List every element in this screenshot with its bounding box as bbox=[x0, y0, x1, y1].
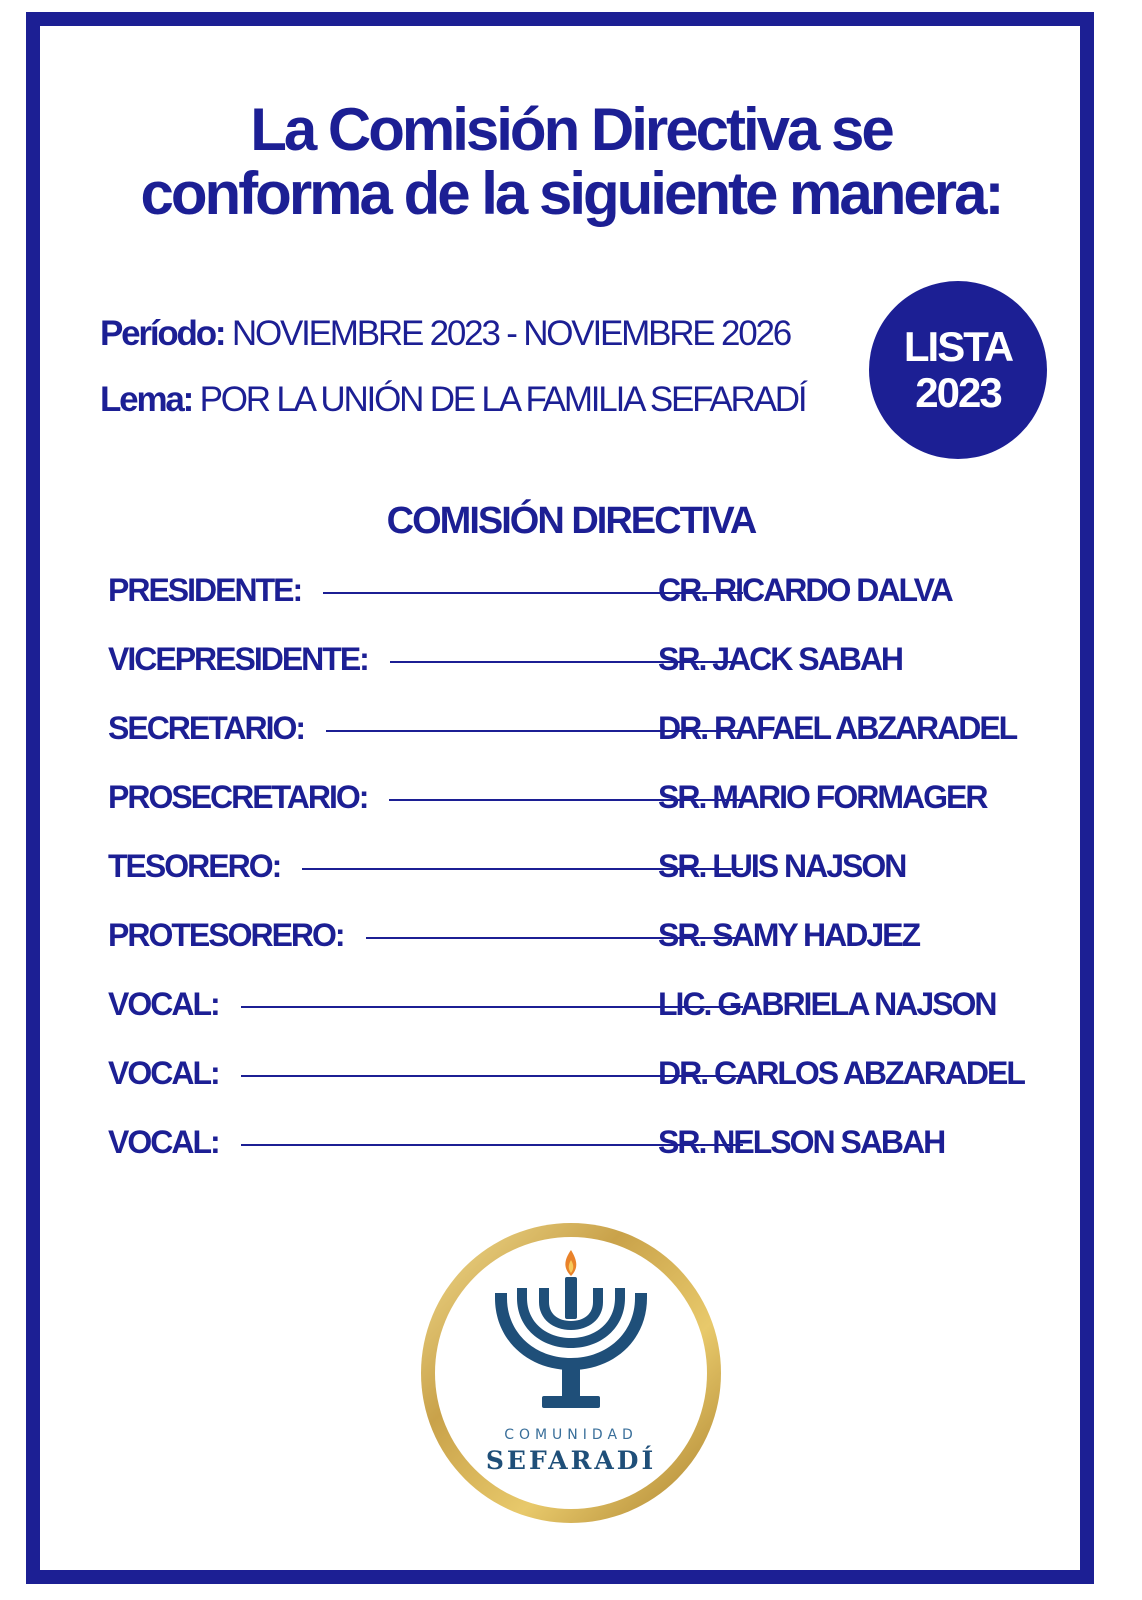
list-badge bbox=[869, 281, 1047, 459]
roster-role: TESORERO: bbox=[108, 848, 281, 884]
roster-row bbox=[108, 777, 1068, 846]
roster-row bbox=[108, 639, 1068, 708]
roster-name: DR. RAFAEL ABZARADEL bbox=[658, 710, 1017, 746]
roster-role: PROTESORERO: bbox=[108, 917, 344, 953]
title-line-1: La Comisión Directiva se bbox=[250, 96, 892, 163]
roster-row bbox=[108, 708, 1068, 777]
roster-name: SR. LUIS NAJSON bbox=[658, 848, 906, 884]
roster-role: VICEPRESIDENTE: bbox=[108, 641, 368, 677]
roster-row bbox=[108, 570, 1068, 639]
roster-row bbox=[108, 846, 1068, 915]
roster-role: PROSECRETARIO: bbox=[108, 779, 368, 815]
roster-row bbox=[108, 915, 1068, 984]
logo-emblem bbox=[414, 1216, 728, 1530]
badge-line-2: 2023 bbox=[915, 369, 1001, 416]
period-label: Período: bbox=[100, 314, 225, 353]
motto-line bbox=[100, 380, 805, 420]
section-heading: COMISIÓN DIRECTIVA bbox=[386, 500, 756, 542]
roster-list bbox=[108, 570, 1068, 1191]
roster-name: SR. JACK SABAH bbox=[658, 641, 903, 677]
period-line bbox=[100, 314, 790, 354]
roster-role: PRESIDENTE: bbox=[108, 572, 302, 608]
roster-name: SR. MARIO FORMAGER bbox=[658, 779, 987, 815]
motto-value: POR LA UNIÓN DE LA FAMILIA SEFARADÍ bbox=[192, 380, 806, 419]
roster-name: LIC. GABRIELA NAJSON bbox=[658, 986, 996, 1022]
roster-row bbox=[108, 1053, 1068, 1122]
logo-line-1: COMUNIDAD bbox=[504, 1427, 638, 1443]
roster-role: VOCAL: bbox=[108, 1055, 219, 1091]
roster-row bbox=[108, 1122, 1068, 1191]
roster-name: CR. RICARDO DALVA bbox=[658, 572, 952, 608]
roster-name: SR. NELSON SABAH bbox=[658, 1124, 945, 1160]
roster-role: VOCAL: bbox=[108, 986, 219, 1022]
roster-row bbox=[108, 984, 1068, 1053]
roster-name: DR. CARLOS ABZARADEL bbox=[658, 1055, 1024, 1091]
roster-role: VOCAL: bbox=[108, 1124, 219, 1160]
logo-line-2: SEFARADÍ bbox=[485, 1446, 657, 1475]
badge-line-1: LISTA bbox=[903, 323, 1013, 370]
comunidad-sefaradi-logo bbox=[414, 1216, 728, 1530]
roster-name: SR. SAMY HADJEZ bbox=[658, 917, 920, 953]
motto-label: Lema: bbox=[100, 380, 193, 419]
page-title bbox=[0, 98, 1142, 226]
title-line-2: conforma de la siguiente manera: bbox=[140, 160, 1002, 227]
period-value: NOVIEMBRE 2023 - NOVIEMBRE 2026 bbox=[224, 314, 791, 353]
roster-role: SECRETARIO: bbox=[108, 710, 305, 746]
